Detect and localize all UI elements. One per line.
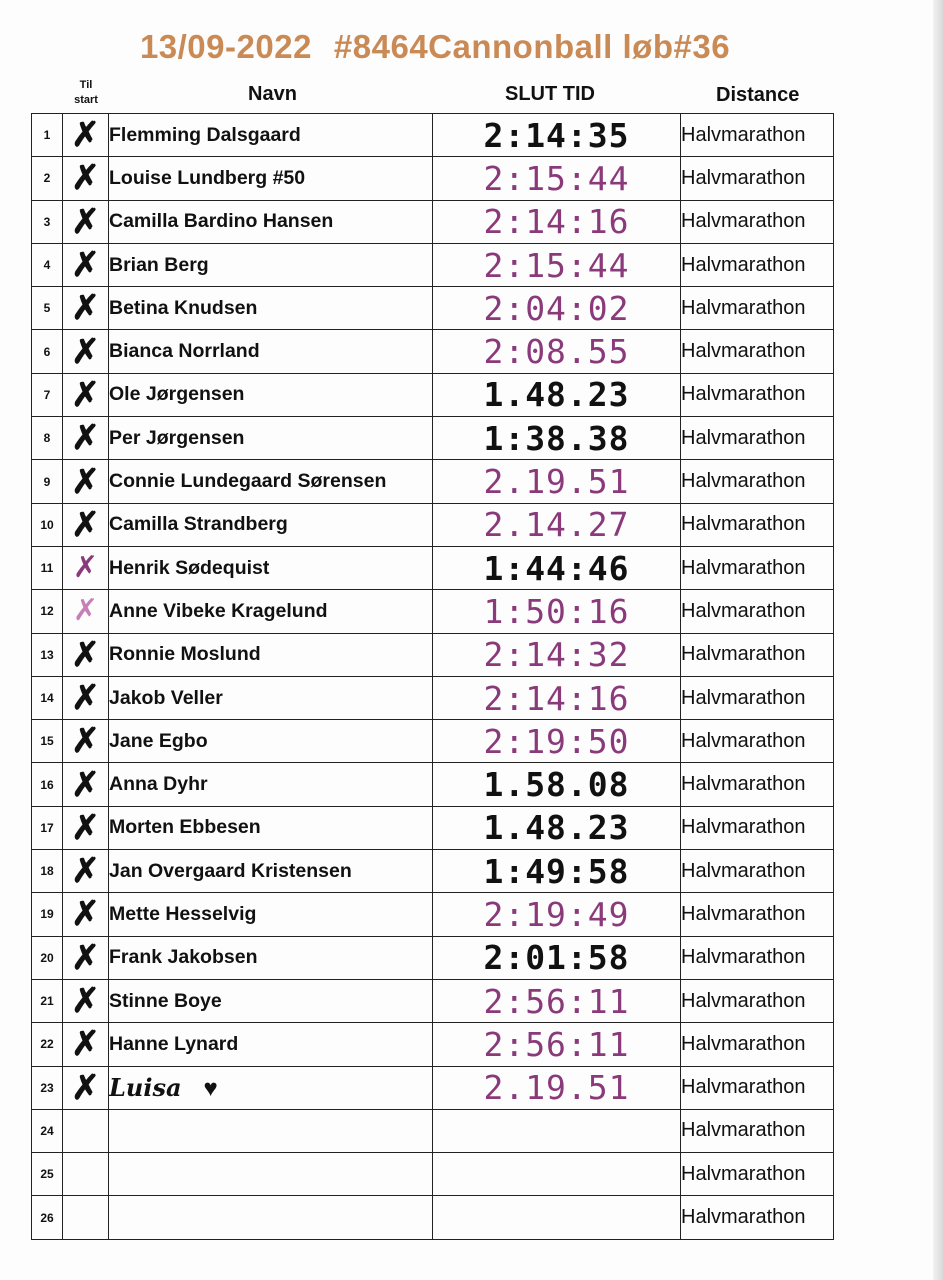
distance-cell: Halvmarathon xyxy=(681,200,834,243)
header-slut-tid: SLUT TID xyxy=(505,83,595,105)
finish-time: 1:50:16 xyxy=(433,590,681,633)
distance-cell: Halvmarathon xyxy=(681,1066,834,1109)
runner-name: Brian Berg xyxy=(109,253,209,276)
start-check-cell xyxy=(63,1066,109,1109)
runner-name-cell xyxy=(109,114,433,157)
start-check-mark: ✗ xyxy=(71,938,100,977)
row-number: 6 xyxy=(32,330,63,373)
finish-time xyxy=(433,1109,681,1152)
finish-time: 2.19.51 xyxy=(433,1066,681,1109)
row-number: 16 xyxy=(32,763,63,806)
table-row xyxy=(32,114,834,157)
finish-time: 1.58.08 xyxy=(433,763,681,806)
runner-name: Flemming Dalsgaard xyxy=(109,123,301,146)
row-number: 5 xyxy=(32,287,63,330)
finish-time: 2:15:44 xyxy=(433,157,681,200)
runner-name: Betina Knudsen xyxy=(109,296,258,319)
table-row xyxy=(32,503,834,546)
table-row xyxy=(32,417,834,460)
start-check-cell xyxy=(63,633,109,676)
table-row xyxy=(32,1153,834,1196)
start-check-mark: ✗ xyxy=(71,1025,100,1064)
start-check-mark: ✗ xyxy=(71,375,100,414)
distance-cell: Halvmarathon xyxy=(681,157,834,200)
finish-time xyxy=(433,1153,681,1196)
finish-time xyxy=(433,1196,681,1239)
start-check-mark: ✗ xyxy=(72,594,99,628)
row-number: 17 xyxy=(32,806,63,849)
runner-name-cell xyxy=(109,720,433,763)
runner-name: Camilla Strandberg xyxy=(109,513,288,536)
finish-time: 2.14.27 xyxy=(433,503,681,546)
start-check-mark: ✗ xyxy=(71,246,100,285)
distance-cell: Halvmarathon xyxy=(681,243,834,286)
finish-time: 2.19.51 xyxy=(433,460,681,503)
distance-cell: Halvmarathon xyxy=(681,850,834,893)
start-check-cell xyxy=(63,243,109,286)
start-check-mark: ✗ xyxy=(71,635,100,674)
runner-name-cell xyxy=(109,850,433,893)
runner-name-cell xyxy=(109,373,433,416)
table-row xyxy=(32,460,834,503)
runner-name-cell xyxy=(109,763,433,806)
finish-time: 2:56:11 xyxy=(433,979,681,1022)
title-event: #8464Cannonball løb#36 xyxy=(333,28,731,65)
start-check-cell xyxy=(63,1023,109,1066)
table-row xyxy=(32,1109,834,1152)
finish-time: 2:56:11 xyxy=(433,1023,681,1066)
row-number: 9 xyxy=(32,460,63,503)
runner-name: Per Jørgensen xyxy=(109,426,245,449)
runner-name: Frank Jakobsen xyxy=(109,946,258,969)
runner-name: Stinne Boye xyxy=(109,989,222,1012)
start-check-cell xyxy=(63,1196,109,1239)
finish-time: 1:44:46 xyxy=(433,546,681,589)
start-check-cell xyxy=(63,330,109,373)
table-row xyxy=(32,243,834,286)
finish-time: 2:04:02 xyxy=(433,287,681,330)
runner-name-cell xyxy=(109,157,433,200)
results-table xyxy=(31,113,834,1240)
table-row xyxy=(32,590,834,633)
start-check-mark: ✗ xyxy=(71,116,100,155)
start-check-mark: ✗ xyxy=(71,289,100,328)
table-row xyxy=(32,893,834,936)
runner-name-cell xyxy=(109,503,433,546)
table-row xyxy=(32,720,834,763)
start-check-cell xyxy=(63,503,109,546)
row-number: 22 xyxy=(32,1023,63,1066)
runner-name: Louise Lundberg #50 xyxy=(109,166,306,189)
header-navn: Navn xyxy=(248,83,297,105)
finish-time: 2:14:16 xyxy=(433,676,681,719)
start-check-cell xyxy=(63,460,109,503)
row-number: 19 xyxy=(32,893,63,936)
runner-name: Anne Vibeke Kragelund xyxy=(109,599,328,622)
heart-icon: ♥ xyxy=(203,1074,218,1102)
finish-time: 2:19:50 xyxy=(433,720,681,763)
distance-cell: Halvmarathon xyxy=(681,936,834,979)
distance-cell: Halvmarathon xyxy=(681,1023,834,1066)
start-check-cell xyxy=(63,114,109,157)
runner-name-cell xyxy=(109,546,433,589)
row-number: 15 xyxy=(32,720,63,763)
runner-name: Bianca Norrland xyxy=(109,340,260,363)
runner-name-cell xyxy=(109,1196,433,1239)
distance-cell: Halvmarathon xyxy=(681,330,834,373)
header-til-start: Til start xyxy=(74,79,98,106)
runner-name: Jan Overgaard Kristensen xyxy=(109,859,352,882)
row-number: 23 xyxy=(32,1066,63,1109)
start-check-cell xyxy=(63,676,109,719)
start-check-cell xyxy=(63,157,109,200)
row-number: 24 xyxy=(32,1109,63,1152)
finish-time: 2:14:35 xyxy=(433,114,681,157)
row-number: 10 xyxy=(32,503,63,546)
distance-cell: Halvmarathon xyxy=(681,373,834,416)
distance-cell: Halvmarathon xyxy=(681,460,834,503)
start-check-cell xyxy=(63,590,109,633)
distance-cell: Halvmarathon xyxy=(681,893,834,936)
distance-cell: Halvmarathon xyxy=(681,287,834,330)
runner-name-cell xyxy=(109,590,433,633)
start-check-mark: ✗ xyxy=(71,722,100,761)
start-check-cell xyxy=(63,546,109,589)
runner-name-cell xyxy=(109,936,433,979)
row-number: 12 xyxy=(32,590,63,633)
finish-time: 1:49:58 xyxy=(433,850,681,893)
start-check-mark: ✗ xyxy=(71,419,100,458)
start-check-cell xyxy=(63,1153,109,1196)
table-row xyxy=(32,633,834,676)
runner-name-cell xyxy=(109,806,433,849)
start-check-cell xyxy=(63,936,109,979)
distance-cell: Halvmarathon xyxy=(681,417,834,460)
start-check-mark: ✗ xyxy=(71,765,100,804)
runner-name-cell xyxy=(109,330,433,373)
table-row xyxy=(32,1066,834,1109)
runner-name: Ole Jørgensen xyxy=(109,383,245,406)
start-check-cell xyxy=(63,806,109,849)
distance-cell: Halvmarathon xyxy=(681,1196,834,1239)
start-check-cell xyxy=(63,200,109,243)
table-row xyxy=(32,806,834,849)
start-check-cell xyxy=(63,893,109,936)
runner-name: Luisa xyxy=(109,1072,182,1102)
runner-name-cell xyxy=(109,676,433,719)
distance-cell: Halvmarathon xyxy=(681,633,834,676)
table-row xyxy=(32,546,834,589)
finish-time: 1:38.38 xyxy=(433,417,681,460)
row-number: 25 xyxy=(32,1153,63,1196)
runner-name-cell xyxy=(109,633,433,676)
runner-name-cell xyxy=(109,287,433,330)
row-number: 3 xyxy=(32,200,63,243)
runner-name: Henrik Sødequist xyxy=(109,556,270,579)
runner-name: Camilla Bardino Hansen xyxy=(109,210,334,233)
finish-time: 1.48.23 xyxy=(433,373,681,416)
start-check-mark: ✗ xyxy=(71,462,100,501)
distance-cell: Halvmarathon xyxy=(681,1109,834,1152)
finish-time: 1.48.23 xyxy=(433,806,681,849)
runner-name-cell xyxy=(109,1109,433,1152)
runner-name: Morten Ebbesen xyxy=(109,816,261,839)
start-check-cell xyxy=(63,1109,109,1152)
start-check-cell xyxy=(63,720,109,763)
distance-cell: Halvmarathon xyxy=(681,590,834,633)
page-title xyxy=(0,28,870,66)
runner-name: Anna Dyhr xyxy=(109,773,208,796)
start-check-mark: ✗ xyxy=(71,808,100,847)
row-number: 13 xyxy=(32,633,63,676)
runner-name-cell xyxy=(109,460,433,503)
distance-cell: Halvmarathon xyxy=(681,676,834,719)
distance-cell: Halvmarathon xyxy=(681,806,834,849)
start-check-mark: ✗ xyxy=(71,895,100,934)
distance-cell: Halvmarathon xyxy=(681,720,834,763)
start-check-cell xyxy=(63,373,109,416)
runner-name: Connie Lundegaard Sørensen xyxy=(109,470,387,493)
table-row xyxy=(32,1023,834,1066)
runner-name-cell xyxy=(109,200,433,243)
finish-time: 2:19:49 xyxy=(433,893,681,936)
distance-cell: Halvmarathon xyxy=(681,503,834,546)
table-row xyxy=(32,373,834,416)
distance-cell: Halvmarathon xyxy=(681,763,834,806)
row-number: 2 xyxy=(32,157,63,200)
runner-name: Hanne Lynard xyxy=(109,1032,239,1055)
row-number: 21 xyxy=(32,979,63,1022)
table-row xyxy=(32,287,834,330)
runner-name-cell xyxy=(109,893,433,936)
table-row xyxy=(32,763,834,806)
table-row xyxy=(32,850,834,893)
page-edge-shadow xyxy=(933,0,943,1280)
row-number: 11 xyxy=(32,546,63,589)
runner-name-cell xyxy=(109,979,433,1022)
finish-time: 2:14:16 xyxy=(433,200,681,243)
table-row xyxy=(32,979,834,1022)
runner-name: Jakob Veller xyxy=(109,686,223,709)
row-number: 4 xyxy=(32,243,63,286)
start-check-mark: ✗ xyxy=(71,505,100,544)
runner-name-cell xyxy=(109,1023,433,1066)
row-number: 1 xyxy=(32,114,63,157)
header-distance: Distance xyxy=(716,84,800,106)
runner-name-cell xyxy=(109,243,433,286)
runner-name-cell xyxy=(109,417,433,460)
row-number: 8 xyxy=(32,417,63,460)
start-check-cell xyxy=(63,979,109,1022)
distance-cell: Halvmarathon xyxy=(681,1153,834,1196)
row-number: 7 xyxy=(32,373,63,416)
runner-name-cell xyxy=(109,1153,433,1196)
table-row xyxy=(32,936,834,979)
finish-time: 2:15:44 xyxy=(433,243,681,286)
row-number: 26 xyxy=(32,1196,63,1239)
title-date: 13/09-2022 xyxy=(139,28,312,65)
runner-name-cell xyxy=(109,1066,433,1109)
start-check-cell xyxy=(63,417,109,460)
distance-cell: Halvmarathon xyxy=(681,114,834,157)
runner-name: Jane Egbo xyxy=(109,729,208,752)
start-check-mark: ✗ xyxy=(71,982,100,1021)
start-check-cell xyxy=(63,763,109,806)
start-check-mark: ✗ xyxy=(71,1068,100,1107)
row-number: 20 xyxy=(32,936,63,979)
finish-time: 2:14:32 xyxy=(433,633,681,676)
distance-cell: Halvmarathon xyxy=(681,546,834,589)
distance-cell: Halvmarathon xyxy=(681,979,834,1022)
finish-time: 2:08.55 xyxy=(433,330,681,373)
table-row xyxy=(32,676,834,719)
table-row xyxy=(32,200,834,243)
start-check-cell xyxy=(63,287,109,330)
finish-time: 2:01:58 xyxy=(433,936,681,979)
start-check-mark: ✗ xyxy=(71,679,100,717)
start-check-cell xyxy=(63,850,109,893)
row-number: 14 xyxy=(32,676,63,719)
start-check-mark: ✗ xyxy=(71,852,100,891)
start-check-mark: ✗ xyxy=(72,551,99,585)
table-row xyxy=(32,330,834,373)
row-number: 18 xyxy=(32,850,63,893)
start-check-mark: ✗ xyxy=(71,332,100,371)
start-check-mark: ✗ xyxy=(71,159,100,198)
table-row xyxy=(32,157,834,200)
runner-name: Ronnie Moslund xyxy=(109,643,261,666)
runner-name: Mette Hesselvig xyxy=(109,902,257,925)
start-check-mark: ✗ xyxy=(71,202,100,241)
table-row xyxy=(32,1196,834,1239)
